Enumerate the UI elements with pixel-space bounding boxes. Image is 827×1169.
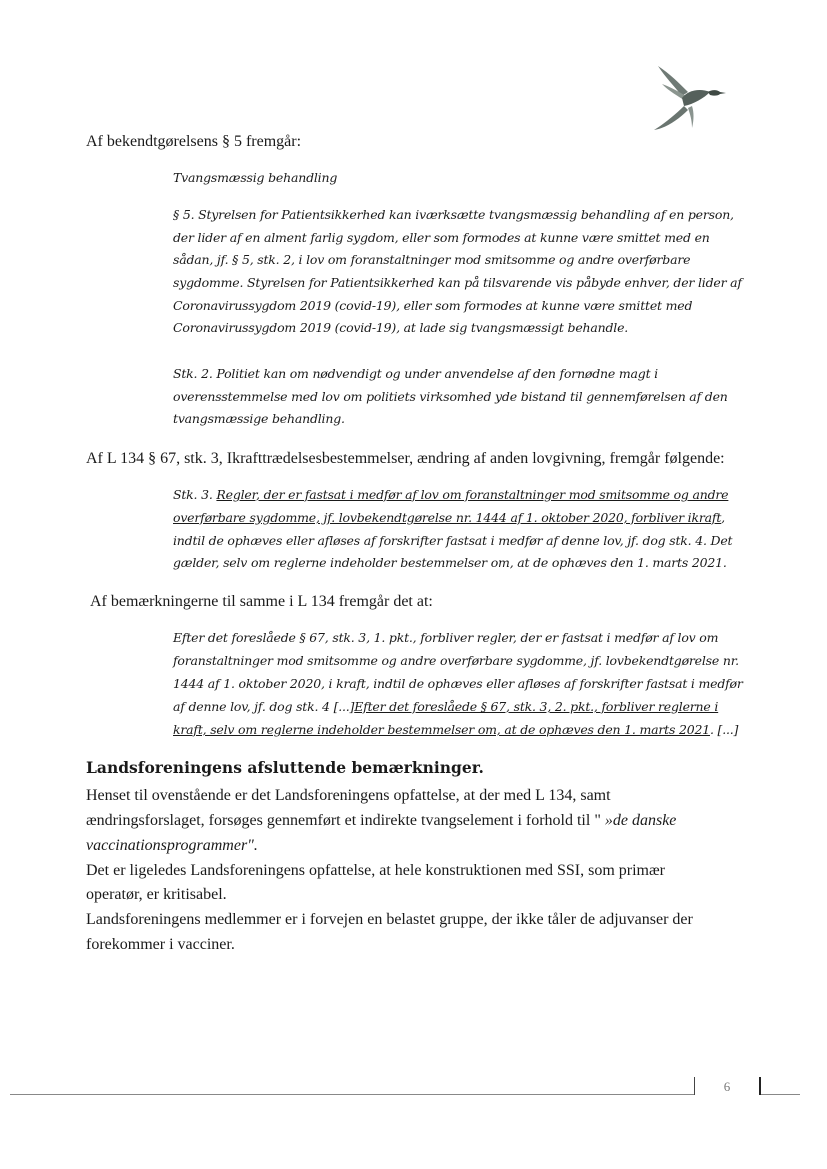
quote-underlined-text: kraft, selv om reglerne indeholder bestemmelser om, at de ophæves den 1. marts 2021 xyxy=(173,722,710,737)
remarks-line: Af bemærkningerne til samme i L 134 fremgår det at: xyxy=(90,593,433,610)
paragraph-line: forekommer i vacciner. xyxy=(86,936,235,953)
paragraph-line: vaccinationsprogrammer". xyxy=(86,837,258,854)
quote-line: tvangsmæssige behandling. xyxy=(173,411,345,426)
quote-underlined-text: overførbare sygdomme, jf. lovbekendtgørelse nr. 1444 af 1. oktober 2020, forbliver ikraft xyxy=(173,510,722,525)
l134-line: Af L 134 § 67, stk. 3, Ikrafttrædelsesbestemmelser, ændring af anden lovgivning, fremgår følgende: xyxy=(86,450,725,467)
quote-line xyxy=(173,507,725,529)
quote-line: gælder, selv om reglerne indeholder bestemmelser om, at de ophæves den 1. marts 2021. xyxy=(173,555,727,570)
quote-line: Efter det foreslåede § 67, stk. 3, 1. pkt., forbliver regler, der er fastsat i medfør af lov om xyxy=(173,630,719,645)
quote-line: Coronavirussygdom 2019 (covid-19), at lade sig tvangsmæssigt behandle. xyxy=(173,320,629,335)
paragraph-text: ændringsforslaget, forsøges gennemført et indirekte tvangselement i forhold til " xyxy=(86,812,605,829)
page-number-box xyxy=(694,1077,761,1095)
quote-line: overensstemmelse med lov om politiets virksomhed yde bistand til gennemførelsen af den xyxy=(173,389,728,404)
quote-line xyxy=(173,719,738,741)
quote-text: . [...] xyxy=(709,722,739,737)
quote-line xyxy=(173,696,718,718)
paragraph-line: Landsforeningens medlemmer er i forvejen en belastet gruppe, der ikke tåler de adjuvanser der xyxy=(86,911,693,928)
quote-text: Stk. 3. xyxy=(173,487,217,502)
footer-rule xyxy=(760,1094,800,1095)
section-heading: Landsforeningens afsluttende bemærkninger. xyxy=(86,758,484,777)
quote-line xyxy=(173,484,728,506)
quote-line: sådan, jf. § 5, stk. 2, i lov om foranstaltninger mod smitsomme og andre overførbare xyxy=(173,252,691,267)
paragraph-line xyxy=(86,808,676,833)
quote-line: sygdomme. Styrelsen for Patientsikkerhed kan på tilsvarende vis påbyde enhver, der lider af xyxy=(173,275,742,290)
footer-rule xyxy=(10,1094,694,1095)
paragraph-italic-text: »de danske xyxy=(604,812,677,829)
paragraph-line: Det er ligeledes Landsforeningens opfattelse, at hele konstruktionen med SSI, som primær xyxy=(86,862,665,879)
page-number: 6 xyxy=(723,1079,731,1094)
paragraph-line: operatør, er kritisabel. xyxy=(86,886,227,903)
quote-text: af denne lov, jf. dog stk. 4 [...] xyxy=(173,699,355,714)
quote-title: Tvangsmæssig behandling xyxy=(173,170,338,185)
intro-line: Af bekendtgørelsens § 5 fremgår: xyxy=(86,133,302,150)
quote-line: 1444 af 1. oktober 2020, i kraft, indtil de ophæves eller afløses af forskrifter fastsat i medfør xyxy=(173,676,743,691)
quote-line: § 5. Styrelsen for Patientsikkerhed kan iværksætte tvangsmæssig behandling af en person, xyxy=(173,207,734,222)
quote-line: Stk. 2. Politiet kan om nødvendigt og under anvendelse af den fornødne magt i xyxy=(173,366,658,381)
quote-underlined-text: Efter det foreslåede § 67, stk. 3, 2. pkt., forbliver reglerne i xyxy=(354,699,719,714)
hummingbird-logo-icon xyxy=(648,62,728,134)
quote-line: der lider af en alment farlig sygdom, eller som formodes at kunne være smittet med en xyxy=(173,230,710,245)
quote-line: foranstaltninger mod smitsomme og andre overførbare sygdomme, jf. lovbekendtgørelse nr. xyxy=(173,653,739,668)
quote-line: Coronavirussygdom 2019 (covid-19), eller som formodes at kunne være smittet med xyxy=(173,298,693,313)
quote-line: indtil de ophæves eller afløses af forskrifter fastsat i medfør af denne lov, jf. dog stk. 4. Det xyxy=(173,533,733,548)
quote-underlined-text: Regler, der er fastsat i medfør af lov om foranstaltninger mod smitsomme og andre xyxy=(216,487,729,502)
paragraph-line: Henset til ovenstående er det Landsforeningens opfattelse, at der med L 134, samt xyxy=(86,787,611,804)
quote-text: , xyxy=(721,510,725,525)
